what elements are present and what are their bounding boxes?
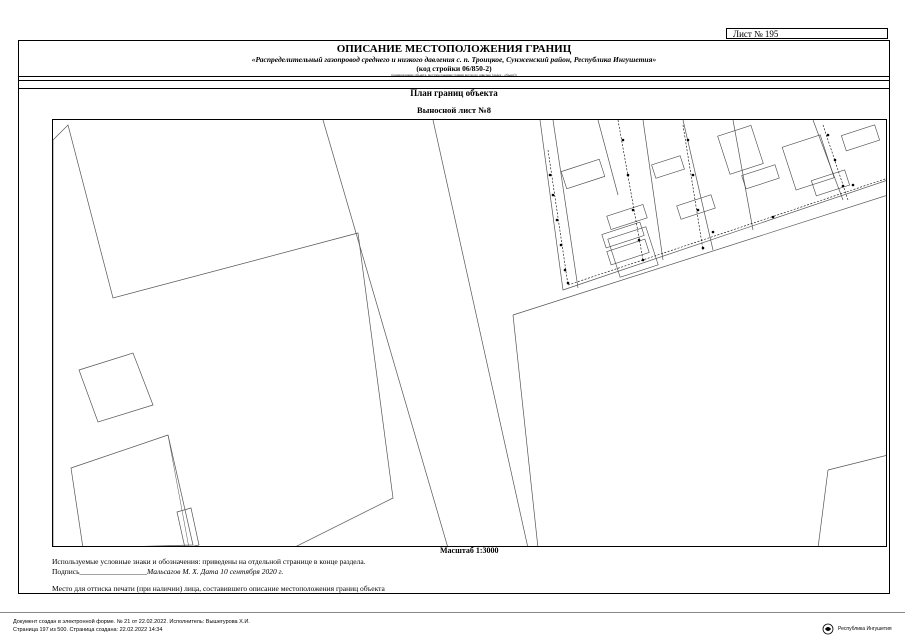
boundary-point: [712, 231, 715, 234]
boundary-point: [702, 247, 705, 250]
boundary-point: [834, 159, 837, 162]
building: [811, 170, 849, 196]
footer-line-2: Страница 197 из 500. Страница создана: 22.02.2022 14:34: [13, 627, 163, 633]
building: [782, 135, 834, 190]
plan-title: План границ объекта: [410, 88, 498, 98]
boundary-point: [638, 239, 641, 242]
document-title: ОПИСАНИЕ МЕСТОПОЛОЖЕНИЯ ГРАНИЦ: [336, 43, 572, 55]
building: [841, 125, 879, 151]
boundary-map: [52, 119, 887, 547]
signature-line: [52, 567, 283, 576]
road-edge: [553, 120, 578, 288]
map-drawing: [53, 120, 887, 547]
boundary-point: [697, 209, 700, 212]
parcel-outline: [79, 353, 153, 422]
signature-prefix: Подпись: [52, 567, 80, 576]
boundary-point: [567, 282, 570, 285]
header-divider: [18, 80, 890, 81]
parcel-outline: [818, 470, 828, 547]
boundary-point: [564, 269, 567, 272]
footer-divider: [0, 612, 905, 613]
parcel-outline: [53, 125, 393, 547]
parcel-outline: [177, 508, 199, 547]
boundary-point: [622, 139, 625, 142]
building: [561, 159, 605, 188]
boundary-point: [772, 216, 775, 219]
boundary-point: [687, 139, 690, 142]
road-edge: [540, 120, 887, 290]
building: [677, 195, 716, 219]
signature-blank: __________________: [79, 567, 148, 576]
boundary-point: [627, 174, 630, 177]
pipeline: [548, 150, 887, 285]
parcel-outline: [828, 455, 887, 470]
road-edge: [433, 120, 528, 547]
object-name: «Распределительный газопровод среднего и низкого давления с. п. Троицкое, Сунженский район, Республика Ингушетия»: [251, 55, 657, 64]
boundary-point: [560, 244, 563, 247]
boundary-point: [549, 174, 552, 177]
government-emblem-icon: [822, 623, 834, 635]
stamp-place-note: Место для оттиска печати (при наличии) лица, составившего описание местоположения границ объекта: [52, 584, 385, 593]
footer-logo-text: Республика Ингушетия: [838, 626, 892, 632]
map-scale: Масштаб 1:3000: [440, 546, 499, 555]
signature-value: Мальсагов М. Х. Дата 10 сентября 2020 г.: [147, 567, 284, 576]
road-edge: [598, 120, 618, 195]
parcel-line: [168, 435, 189, 547]
boundary-point: [632, 209, 635, 212]
road-edge: [643, 120, 663, 260]
parcel-outline: [513, 315, 538, 547]
boundary-point: [842, 185, 845, 188]
object-caption: (наименование объекта, местоположение границ которого описано (далее - объект)): [391, 73, 517, 77]
boundary-point: [852, 184, 855, 187]
road-edge: [323, 120, 448, 547]
pipeline: [683, 125, 703, 250]
building: [608, 227, 658, 277]
boundary-point: [692, 174, 695, 177]
building: [718, 125, 764, 174]
building: [602, 222, 644, 248]
parcel-outline: [71, 435, 193, 547]
construction-code: (код стройки 06/850-2): [416, 64, 492, 73]
sheet-number: Лист № 195: [726, 28, 888, 39]
legend-note: Используемые условные знаки и обозначения: приведены на отдельной странице в конце раздела.: [52, 557, 366, 566]
boundary-point: [552, 194, 555, 197]
pipeline: [823, 125, 848, 200]
road-edge: [813, 120, 843, 200]
boundary-point: [827, 134, 830, 137]
boundary-point: [642, 259, 645, 262]
footer-line-1: Документ создан в электронной форме. № 21 от 22.02.2022. Исполнитель: Вышегурова Х.И.: [13, 619, 250, 625]
building: [652, 156, 685, 179]
boundary-point: [556, 219, 559, 222]
sheet-title: Выносной лист №8: [417, 105, 491, 115]
